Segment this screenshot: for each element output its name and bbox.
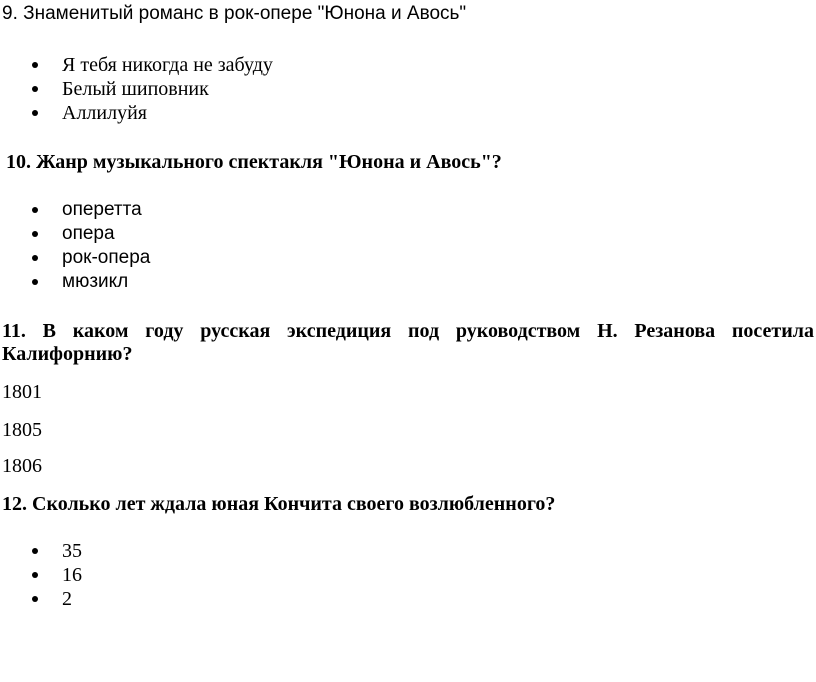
bullet-icon [32,110,38,116]
bullet-icon [32,255,38,261]
bullet-icon [32,86,38,92]
list-item [0,539,816,563]
question-11-title: 11. В каком году русская экспедиция под руководством Н. Резанова посетила Калифорнию? [2,320,814,365]
bullet-icon [32,279,38,285]
question-9-title: 9. Знаменитый романс в рок-опере "Юнона и Авось" [2,3,467,24]
list-item [0,198,816,222]
bullet-icon [32,572,38,578]
question-12-title: 12. Сколько лет ждала юная Кончита своего возлюбленного? [2,493,556,515]
bullet-icon [32,231,38,237]
bullet-icon [32,207,38,213]
option-text: Я тебя никогда не забуду [62,54,273,76]
list-item [0,270,816,294]
question-11-option: 1805 [2,419,42,441]
list-item [0,563,816,587]
list-item [0,77,816,101]
bullet-icon [32,548,38,554]
question-10-title: 10. Жанр музыкального спектакля "Юнона и Авось"? [6,151,502,173]
question-11-option: 1801 [2,381,42,403]
question-12-options [0,539,816,611]
bullet-icon [32,62,38,68]
list-item [0,222,816,246]
bullet-icon [32,596,38,602]
option-text: опера [62,223,115,244]
question-10-options [0,198,816,294]
option-text: оперетта [62,199,142,220]
option-text: Аллилуйя [62,102,147,124]
option-text: 35 [62,540,82,562]
question-9-options [0,53,816,125]
option-text: Белый шиповник [62,78,209,100]
option-text: 2 [62,588,72,610]
option-text: 16 [62,564,82,586]
list-item [0,101,816,125]
option-text: рок-опера [62,247,151,268]
option-text: мюзикл [62,271,129,292]
list-item [0,246,816,270]
list-item [0,587,816,611]
list-item [0,53,816,77]
question-11-option: 1806 [2,455,42,477]
